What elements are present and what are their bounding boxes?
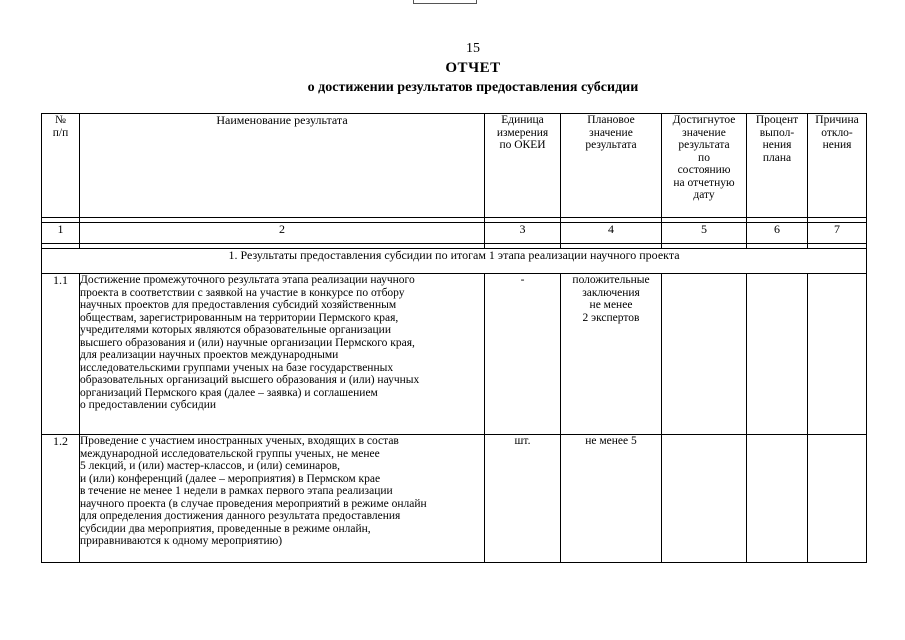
report-subtitle: о достижении результатов предоставления субсидии: [307, 80, 639, 95]
header-name: Наименование результата: [80, 114, 485, 218]
row-plan: не менее 5: [561, 435, 662, 563]
row-plan: положительные заключения не менее 2 экспертов: [561, 274, 662, 435]
report-table: [41, 113, 867, 563]
column-number: 2: [80, 223, 485, 244]
row-unit: шт.: [485, 435, 561, 563]
row-reason: [808, 274, 867, 435]
header-index: № п/п: [42, 114, 80, 218]
row-achieved: [662, 435, 747, 563]
column-number: 1: [42, 223, 80, 244]
row-reason: [808, 435, 867, 563]
header-percent: Процент выпол- нения плана: [747, 114, 808, 218]
page-number: 15: [466, 41, 480, 56]
table-row: [42, 435, 867, 563]
column-number: 5: [662, 223, 747, 244]
page-top-tab: [413, 0, 477, 4]
column-number: 6: [747, 223, 808, 244]
section-row: [42, 249, 867, 274]
header-reason: Причина откло- нения: [808, 114, 867, 218]
row-percent: [747, 435, 808, 563]
row-index: 1.1: [42, 274, 80, 435]
header-plan: Плановое значение результата: [561, 114, 662, 218]
row-index: 1.2: [42, 435, 80, 563]
row-achieved: [662, 274, 747, 435]
column-number: 4: [561, 223, 662, 244]
header-unit: Единица измерения по ОКЕИ: [485, 114, 561, 218]
section-title: 1. Результаты предоставления субсидии по итогам 1 этапа реализации научного проекта: [42, 249, 867, 274]
column-number: 7: [808, 223, 867, 244]
row-name: Достижение промежуточного результата этапа реализации научного проекта в соответствии с заявкой на участие в конкурсе по отбору научных проектов для предоставления субсидий хозяйственным обществам, зарегистрированным на территории Пермского края, учредителями которых являются образовательные организации высшего образования и (или) научные организации Пермского края, для реализации научных проектов международными исследовательскими группами ученых на базе государственных образовательных организаций высшего образования и (или) научных организаций Пермского края (далее – заявка) и соглашением о предоставлении субсидии: [80, 274, 485, 435]
row-percent: [747, 274, 808, 435]
column-number-row: [42, 223, 867, 244]
header-row: [42, 114, 867, 218]
row-name: Проведение с участием иностранных ученых, входящих в состав международной исследовательской группы ученых, не менее 5 лекций, и (или) мастер-классов, и (или) семинаров, и (или) конференций (далее – мероприятия) в Пермском крае в течение не менее 1 недели в рамках первого этапа реализации научного проекта (в случае проведения мероприятий в режиме онлайн для определения достижения данного результата предоставления субсидии два мероприятия, проведенные в режиме онлайн, приравниваются к одному мероприятию): [80, 435, 485, 563]
table-row: [42, 274, 867, 435]
report-title: ОТЧЕТ: [445, 60, 501, 76]
column-number: 3: [485, 223, 561, 244]
header-achieved: Достигнутое значение результата по состоянию на отчетную дату: [662, 114, 747, 218]
row-unit: -: [485, 274, 561, 435]
